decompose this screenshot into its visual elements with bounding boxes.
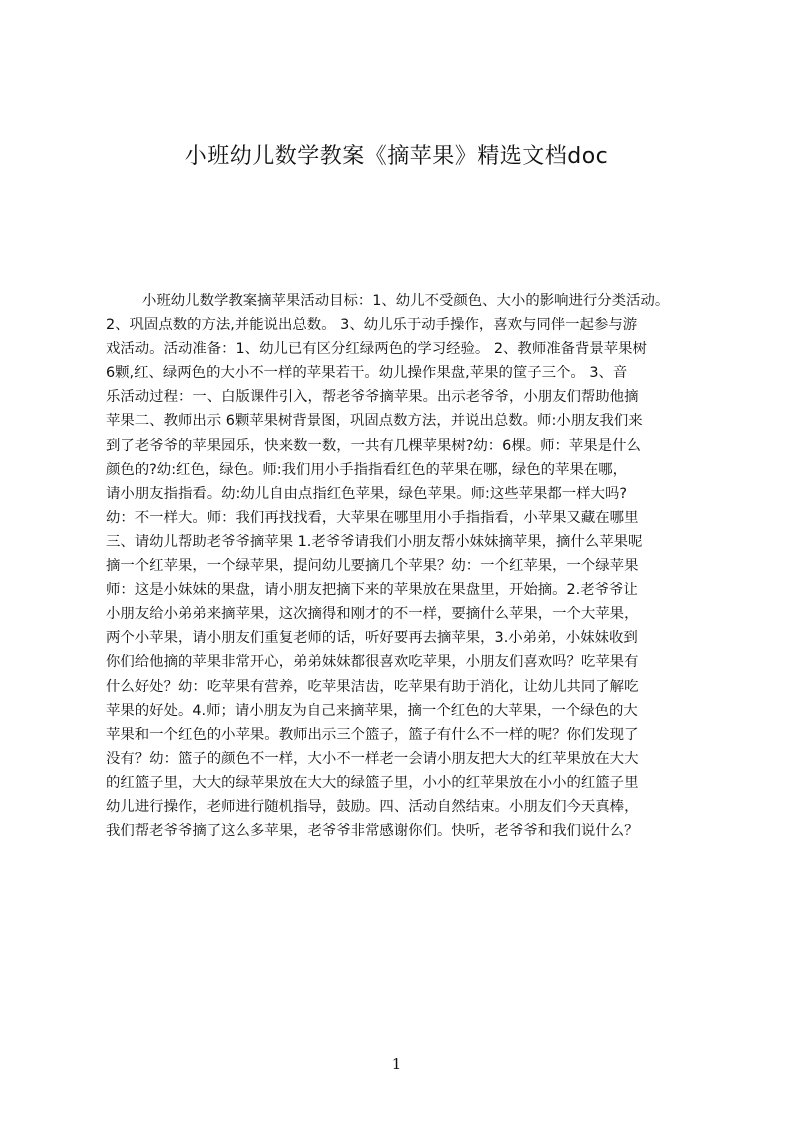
document-title: 小班幼儿数学教案《摘苹果》精选文档doc [184, 144, 609, 169]
body-line: 你们给他摘的苹果非常开心，弟弟妹妹都很喜欢吃苹果，小朋友们喜欢吗？吃苹果有 [106, 654, 639, 671]
body-line: 小班幼儿数学教案摘苹果活动目标：1、幼儿不受颜色、大小的影响进行分类活动。 [142, 293, 670, 309]
body-line: 幼儿进行操作，老师进行随机指导，鼓励。四、活动自然结束。小朋友们今天真棒， [106, 798, 639, 815]
body-line: 2、巩固点数的方法,并能说出总数。 3、幼儿乐于动手操作，喜欢与同伴一起参与游 [106, 317, 638, 334]
body-line: 两个小苹果，请小朋友们重复老师的话，听好要再去摘苹果，3.小弟弟，小妹妹收到 [106, 630, 638, 647]
body-line: 苹果二、教师出示 6颗苹果树背景图，巩固点数方法，并说出总数。师:小朋友我们来 [106, 413, 643, 430]
body-line: 苹果的好处。4.师；请小朋友为自己来摘苹果，摘一个红色的大苹果，一个绿色的大 [106, 702, 638, 719]
body-line: 6颗,红、绿两色的大小不一样的苹果若干。幼儿操作果盘,苹果的筐子三个。 3、音 [106, 365, 628, 382]
page-number: 1 [391, 1055, 402, 1073]
body-line: 师：这是小妹妹的果盘，请小朋友把摘下来的苹果放在果盘里，开始摘。2.老爷爷让 [106, 582, 638, 599]
body-line: 小朋友给小弟弟来摘苹果，这次摘得和刚才的不一样，要摘什么苹果，一个大苹果， [106, 606, 639, 623]
body-line: 乐活动过程：一、白版课件引入，帮老爷爷摘苹果。出示老爷爷，小朋友们帮助他摘 [106, 389, 639, 406]
body-line: 戏活动。活动准备：1、幼儿已有区分红绿两色的学习经验。 2、教师准备背景苹果树 [106, 341, 647, 358]
body-line: 颜色的?幼:红色，绿色。师:我们用小手指指看红色的苹果在哪，绿色的苹果在哪， [106, 461, 628, 478]
body-line: 没有？幼：篮子的颜色不一样，大小不一样老一会请小朋友把大大的红苹果放在大大 [106, 750, 639, 767]
document-body [106, 289, 698, 909]
body-line: 苹果和一个红色的小苹果。教师出示三个篮子，篮子有什么不一样的呢？你们发现了 [106, 726, 639, 743]
body-line: 请小朋友指指看。幼:幼儿自由点指红色苹果，绿色苹果。师:这些苹果都一样大吗? [106, 485, 628, 502]
body-line: 到了老爷爷的苹果园乐，快来数一数，一共有几棵苹果树?幼：6棵。师：苹果是什么 [106, 437, 641, 454]
body-line: 的红篮子里，大大的绿苹果放在大大的绿篮子里，小小的红苹果放在小小的红篮子里 [106, 774, 639, 791]
body-line: 摘一个红苹果，一个绿苹果，提问幼儿要摘几个苹果？幼：一个红苹果，一个绿苹果 [106, 558, 639, 575]
body-line: 我们帮老爷爷摘了这么多苹果，老爷爷非常感谢你们。快听，老爷爷和我们说什么？ [106, 823, 639, 840]
body-line: 幼：不一样大。师：我们再找找看，大苹果在哪里用小手指指看，小苹果又藏在哪里 [106, 509, 639, 526]
body-line: 三、请幼儿帮助老爷爷摘苹果 1.老爷爷请我们小朋友帮小妹妹摘苹果，摘什么苹果呢 [106, 533, 643, 550]
body-line: 什么好处？幼：吃苹果有营养，吃苹果洁齿，吃苹果有助于消化，让幼儿共同了解吃 [106, 678, 639, 695]
